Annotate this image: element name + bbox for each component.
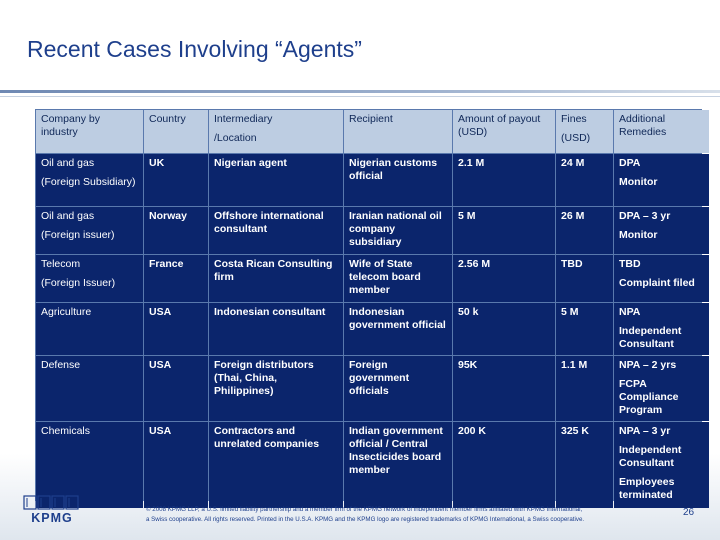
row-2-amount: 5 M [453, 207, 555, 254]
row-5-fines: 1.1 M [556, 356, 613, 421]
header-recipient: Recipient [344, 110, 452, 153]
row-5-intermediary: Foreign distributors (Thai, China, Philippines) [209, 356, 343, 421]
title-divider [0, 90, 720, 93]
row-2-company [36, 207, 143, 254]
row-3-remedy-1: TBD [619, 258, 641, 270]
row-6-intermediary: Contractors and unrelated companies [209, 422, 343, 508]
row-6-country: USA [144, 422, 208, 508]
row-5-company [36, 356, 143, 421]
row-3-fines: TBD [556, 255, 613, 302]
kpmg-logo-boxes-icon [22, 493, 82, 511]
kpmg-logo [22, 493, 82, 529]
row-3-intermediary: Costa Rican Consulting firm [209, 255, 343, 302]
footer-line-2: a Swiss cooperative. All rights reserved. Printed in the U.S.A. KPMG and the KPMG logo are registered trademarks of KPMG International, a Swiss cooperative. [146, 516, 585, 523]
row-1-remedies [614, 154, 709, 206]
header-fines [556, 110, 613, 153]
row-3-recipient: Wife of State telecom board member [344, 255, 452, 302]
row-4-country: USA [144, 303, 208, 355]
row-3-company-sub: (Foreign Issuer) [41, 277, 116, 289]
row-1-amount: 2.1 M [453, 154, 555, 206]
row-5-remedy-1: NPA – 2 yrs [619, 359, 677, 371]
row-1-country: UK [144, 154, 208, 206]
row-1-company [36, 154, 143, 206]
row-2-remedy-2: Monitor [619, 229, 658, 241]
row-6-remedies [614, 422, 709, 508]
header-remedies: Additional Remedies [614, 110, 709, 153]
row-2-company-sub: (Foreign issuer) [41, 229, 115, 241]
row-6-amount: 200 K [453, 422, 555, 508]
row-5-amount: 95K [453, 356, 555, 421]
header-fines-line2: (USD) [561, 132, 591, 144]
header-amount: Amount of payout (USD) [453, 110, 555, 153]
row-4-remedies [614, 303, 709, 355]
row-4-remedy-2: Independent Consultant [619, 325, 682, 350]
row-4-amount: 50 k [453, 303, 555, 355]
header-intermediary-line1: Intermediary [214, 113, 273, 125]
row-4-company-name: Agriculture [41, 306, 92, 318]
row-1-remedy-1: DPA [619, 157, 641, 169]
row-6-company-name: Chemicals [41, 425, 91, 437]
row-1-intermediary: Nigerian agent [209, 154, 343, 206]
kpmg-logo-text: KPMG [31, 511, 73, 525]
row-2-intermediary: Offshore international consultant [209, 207, 343, 254]
header-intermediary [209, 110, 343, 153]
row-2-country: Norway [144, 207, 208, 254]
row-6-recipient: Indian government official / Central Insecticides board member [344, 422, 452, 508]
cases-table [35, 109, 702, 501]
row-2-fines: 26 M [556, 207, 613, 254]
slide-title: Recent Cases Involving “Agents” [27, 36, 362, 62]
row-1-fines: 24 M [556, 154, 613, 206]
row-2-company-name: Oil and gas [41, 210, 95, 222]
header-fines-line1: Fines [561, 113, 587, 125]
row-4-intermediary: Indonesian consultant [209, 303, 343, 355]
row-3-remedies [614, 255, 709, 302]
row-1-company-name: Oil and gas [41, 157, 95, 169]
row-5-company-name: Defense [41, 359, 81, 371]
row-5-recipient: Foreign government officials [344, 356, 452, 421]
row-4-remedy-1: NPA [619, 306, 641, 318]
row-5-remedy-2: FCPA Compliance Program [619, 378, 679, 416]
row-6-remedy-1: NPA – 3 yr [619, 425, 671, 437]
row-4-fines: 5 M [556, 303, 613, 355]
row-6-remedy-2: Independent Consultant [619, 444, 682, 469]
row-3-company [36, 255, 143, 302]
row-4-company [36, 303, 143, 355]
header-intermediary-line2: /Location [214, 132, 257, 144]
header-country: Country [144, 110, 208, 153]
row-1-recipient: Nigerian customs official [344, 154, 452, 206]
row-1-remedy-2: Monitor [619, 176, 658, 188]
footer-line-1: © 2008 KPMG LLP, a U.S. limited liability partnership and a member firm of the KPMG network of independent member firms affiliated with KPMG International, [146, 506, 583, 513]
row-6-remedy-3: Employees terminated [619, 476, 675, 501]
row-5-country: USA [144, 356, 208, 421]
row-3-company-name: Telecom [41, 258, 81, 270]
row-1-company-sub: (Foreign Subsidiary) [41, 176, 136, 188]
row-3-country: France [144, 255, 208, 302]
row-4-recipient: Indonesian government official [344, 303, 452, 355]
row-6-fines: 325 K [556, 422, 613, 508]
header-company: Company by industry [36, 110, 143, 153]
row-3-remedy-2: Complaint filed [619, 277, 695, 289]
row-2-remedies [614, 207, 709, 254]
row-2-remedy-1: DPA – 3 yr [619, 210, 671, 222]
row-3-amount: 2.56 M [453, 255, 555, 302]
page-number: 26 [683, 507, 695, 518]
row-5-remedies [614, 356, 709, 421]
title-divider-thin [0, 96, 720, 97]
copyright-footer [146, 505, 676, 525]
row-2-recipient: Iranian national oil company subsidiary [344, 207, 452, 254]
